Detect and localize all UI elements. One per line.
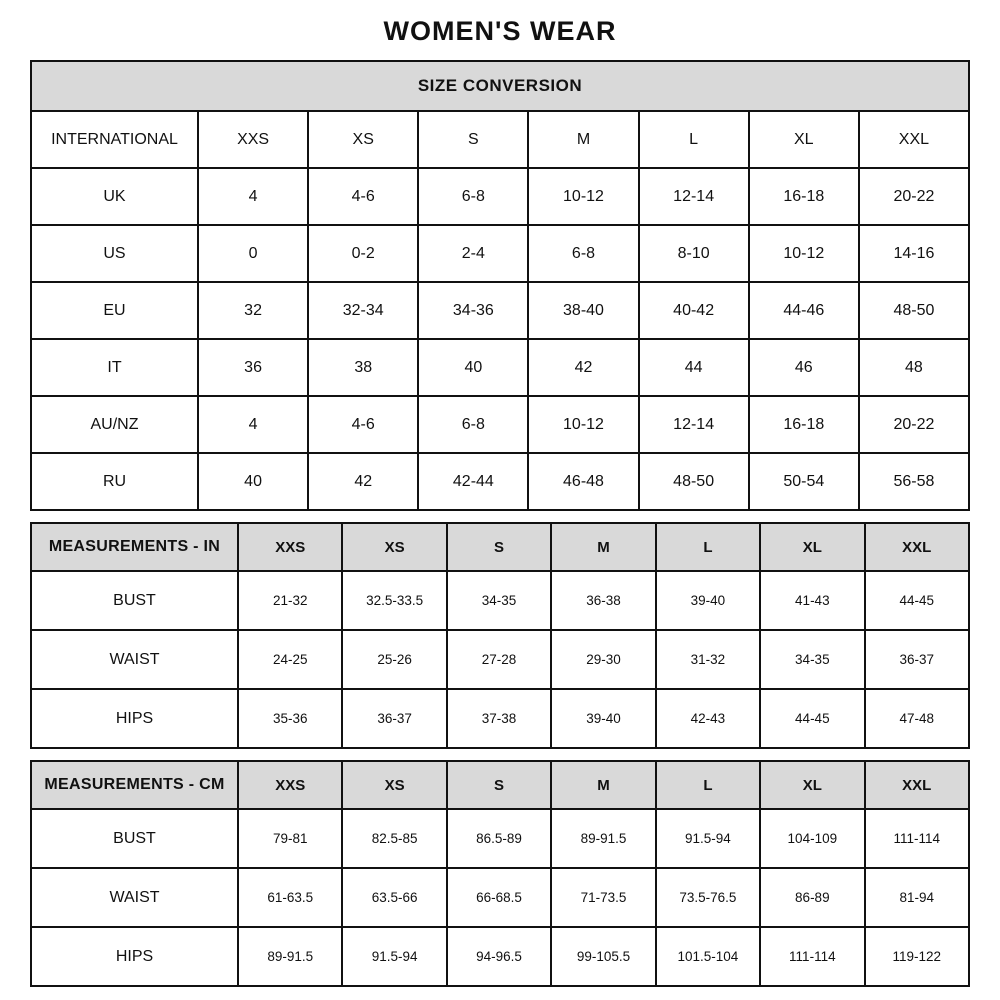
measurements-cm-col-m: M: [551, 761, 655, 809]
measurements-cm-row-waist: [31, 868, 969, 927]
value-cell: 39-40: [551, 689, 655, 748]
value-cell: 111-114: [760, 927, 864, 986]
value-cell: 35-36: [238, 689, 342, 748]
value-cell: 46-48: [528, 453, 638, 510]
measurements-in-col-l: L: [656, 523, 760, 571]
value-cell: 50-54: [749, 453, 859, 510]
value-cell: 20-22: [859, 168, 969, 225]
value-cell: 44-46: [749, 282, 859, 339]
row-label: EU: [31, 282, 198, 339]
value-cell: 34-36: [418, 282, 528, 339]
value-cell: 37-38: [447, 689, 551, 748]
value-cell: 40-42: [639, 282, 749, 339]
value-cell: 6-8: [418, 168, 528, 225]
value-cell: 61-63.5: [238, 868, 342, 927]
value-cell: 4-6: [308, 168, 418, 225]
value-cell: 16-18: [749, 396, 859, 453]
measurements-cm-header-row: [31, 761, 969, 809]
value-cell: 39-40: [656, 571, 760, 630]
value-cell: 32.5-33.5: [342, 571, 446, 630]
value-cell: 44-45: [865, 571, 969, 630]
value-cell: 12-14: [639, 168, 749, 225]
measurements-in-col-xxs: XXS: [238, 523, 342, 571]
value-cell: M: [528, 111, 638, 168]
value-cell: 27-28: [447, 630, 551, 689]
measurements-cm-col-xs: XS: [342, 761, 446, 809]
value-cell: 48: [859, 339, 969, 396]
measurements-cm-table: [30, 760, 970, 987]
row-label: HIPS: [31, 927, 238, 986]
value-cell: 81-94: [865, 868, 969, 927]
measurements-in-col-xs: XS: [342, 523, 446, 571]
row-label: WAIST: [31, 868, 238, 927]
value-cell: 29-30: [551, 630, 655, 689]
value-cell: XXS: [198, 111, 308, 168]
measurements-in-row-waist: [31, 630, 969, 689]
value-cell: 91.5-94: [656, 809, 760, 868]
value-cell: 99-105.5: [551, 927, 655, 986]
value-cell: 79-81: [238, 809, 342, 868]
value-cell: 2-4: [418, 225, 528, 282]
value-cell: 0-2: [308, 225, 418, 282]
row-label: BUST: [31, 571, 238, 630]
value-cell: 46: [749, 339, 859, 396]
measurements-in-header-row: [31, 523, 969, 571]
measurements-in-col-xxl: XXL: [865, 523, 969, 571]
value-cell: 10-12: [528, 396, 638, 453]
value-cell: 111-114: [865, 809, 969, 868]
value-cell: 73.5-76.5: [656, 868, 760, 927]
value-cell: 36-37: [342, 689, 446, 748]
row-label: BUST: [31, 809, 238, 868]
row-label: IT: [31, 339, 198, 396]
value-cell: 40: [198, 453, 308, 510]
value-cell: XL: [749, 111, 859, 168]
value-cell: 36: [198, 339, 308, 396]
size-conversion-row-eu: [31, 282, 969, 339]
page-title: WOMEN'S WEAR: [383, 16, 617, 46]
size-conversion-header-row: [31, 61, 969, 111]
value-cell: 48-50: [639, 453, 749, 510]
value-cell: 86.5-89: [447, 809, 551, 868]
size-conversion-title: SIZE CONVERSION: [31, 61, 969, 111]
value-cell: 44-45: [760, 689, 864, 748]
value-cell: 32: [198, 282, 308, 339]
measurements-cm-col-l: L: [656, 761, 760, 809]
row-label: RU: [31, 453, 198, 510]
value-cell: S: [418, 111, 528, 168]
value-cell: 42-43: [656, 689, 760, 748]
value-cell: XS: [308, 111, 418, 168]
value-cell: 4-6: [308, 396, 418, 453]
value-cell: 44: [639, 339, 749, 396]
row-label: INTERNATIONAL: [31, 111, 198, 168]
value-cell: 94-96.5: [447, 927, 551, 986]
measurements-in-col-s: S: [447, 523, 551, 571]
value-cell: 42-44: [418, 453, 528, 510]
value-cell: 86-89: [760, 868, 864, 927]
value-cell: 40: [418, 339, 528, 396]
value-cell: 89-91.5: [551, 809, 655, 868]
value-cell: 6-8: [528, 225, 638, 282]
value-cell: 32-34: [308, 282, 418, 339]
value-cell: 8-10: [639, 225, 749, 282]
measurements-cm-col-xl: XL: [760, 761, 864, 809]
measurements-cm-col-xxs: XXS: [238, 761, 342, 809]
value-cell: 31-32: [656, 630, 760, 689]
value-cell: 24-25: [238, 630, 342, 689]
measurements-cm-row-bust: [31, 809, 969, 868]
measurements-in-col-xl: XL: [760, 523, 864, 571]
value-cell: 14-16: [859, 225, 969, 282]
size-conversion-table: [30, 60, 970, 511]
size-conversion-row-ru: [31, 453, 969, 510]
value-cell: 42: [528, 339, 638, 396]
row-label: AU/NZ: [31, 396, 198, 453]
value-cell: 104-109: [760, 809, 864, 868]
value-cell: 38-40: [528, 282, 638, 339]
value-cell: 36-37: [865, 630, 969, 689]
value-cell: 41-43: [760, 571, 864, 630]
measurements-in-title: MEASUREMENTS - IN: [31, 523, 238, 571]
measurements-cm-title: MEASUREMENTS - CM: [31, 761, 238, 809]
measurements-cm-col-xxl: XXL: [865, 761, 969, 809]
value-cell: 42: [308, 453, 418, 510]
measurements-in-col-m: M: [551, 523, 655, 571]
value-cell: L: [639, 111, 749, 168]
value-cell: 82.5-85: [342, 809, 446, 868]
value-cell: 0: [198, 225, 308, 282]
measurements-cm-row-hips: [31, 927, 969, 986]
value-cell: 21-32: [238, 571, 342, 630]
value-cell: 10-12: [749, 225, 859, 282]
value-cell: XXL: [859, 111, 969, 168]
value-cell: 89-91.5: [238, 927, 342, 986]
value-cell: 4: [198, 396, 308, 453]
value-cell: 71-73.5: [551, 868, 655, 927]
value-cell: 119-122: [865, 927, 969, 986]
value-cell: 4: [198, 168, 308, 225]
value-cell: 12-14: [639, 396, 749, 453]
row-label: US: [31, 225, 198, 282]
size-conversion-row-uk: [31, 168, 969, 225]
value-cell: 16-18: [749, 168, 859, 225]
value-cell: 34-35: [760, 630, 864, 689]
value-cell: 66-68.5: [447, 868, 551, 927]
value-cell: 47-48: [865, 689, 969, 748]
value-cell: 36-38: [551, 571, 655, 630]
value-cell: 6-8: [418, 396, 528, 453]
value-cell: 25-26: [342, 630, 446, 689]
measurements-in-table: [30, 522, 970, 749]
row-label: WAIST: [31, 630, 238, 689]
size-conversion-row-international: [31, 111, 969, 168]
measurements-in-row-hips: [31, 689, 969, 748]
value-cell: 63.5-66: [342, 868, 446, 927]
size-conversion-row-it: [31, 339, 969, 396]
value-cell: 38: [308, 339, 418, 396]
value-cell: 56-58: [859, 453, 969, 510]
value-cell: 48-50: [859, 282, 969, 339]
measurements-cm-col-s: S: [447, 761, 551, 809]
size-conversion-row-us: [31, 225, 969, 282]
value-cell: 101.5-104: [656, 927, 760, 986]
value-cell: 34-35: [447, 571, 551, 630]
size-conversion-row-au-nz: [31, 396, 969, 453]
row-label: UK: [31, 168, 198, 225]
value-cell: 20-22: [859, 396, 969, 453]
measurements-in-row-bust: [31, 571, 969, 630]
value-cell: 10-12: [528, 168, 638, 225]
value-cell: 91.5-94: [342, 927, 446, 986]
row-label: HIPS: [31, 689, 238, 748]
